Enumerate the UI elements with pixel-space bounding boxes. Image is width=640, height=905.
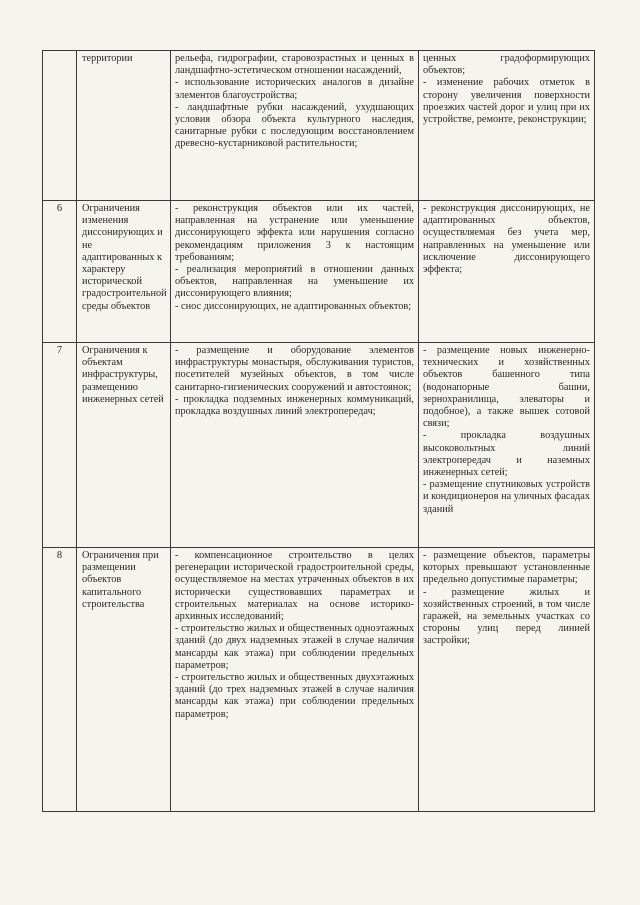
forbidden-item: - изменение рабочих отметок в сторону увеличения поверхности проезжих частей дорог и улиц при их устройстве, ремонте, реконструкции;	[423, 77, 590, 126]
allowed-measures-cell	[171, 343, 419, 548]
forbidden-measures-cell	[419, 201, 595, 343]
restriction-name: территории	[77, 51, 171, 201]
allowed-item: - прокладка подземных инженерных коммуникаций, прокладка воздушных линий электропередач;	[175, 393, 414, 418]
restriction-name: Ограничения изменения диссонирующих и не адаптированных к характеру исторической градостроительной среды объектов	[77, 201, 171, 343]
allowed-item: - строительство жилых и общественных двухэтажных зданий (до трех надземных этажей в случае наличия мансарды как этажа) при соблюдении предельных параметров;	[175, 672, 414, 720]
allowed-item: - ландшафтные рубки насаждений, ухудшающих условия обзора объекта культурного наследия, санитарные рубки с последующим восстановлением древесно-кустарниковой растительности;	[175, 101, 414, 150]
allowed-item: - реконструкция объектов или их частей, направленная на устранение или уменьшение диссонирующего эффекта или нарушения согласно рекомендациям приложения 3 к настоящим требованиям;	[175, 203, 414, 263]
table-row	[43, 201, 595, 343]
allowed-item: - использование исторических аналогов в дизайне элементов благоустройства;	[175, 77, 414, 101]
allowed-item: - реализация мероприятий в отношении данных объектов, направленная на уменьшение их диссонирующего влияния;	[175, 264, 414, 300]
forbidden-item: - размещение спутниковых устройств и кондиционеров на уличных фасадах зданий	[423, 479, 590, 515]
allowed-item: - снос диссонирующих, не адаптированных объектов;	[175, 300, 412, 312]
forbidden-measures-cell	[419, 51, 595, 201]
forbidden-item: - реконструкция диссонирующих, не адаптированных объектов, осуществляемая без учета мер, направленных на уменьшение или исключение диссонирующего эффекта;	[423, 203, 590, 276]
allowed-measures-cell	[171, 51, 419, 201]
row-number: 8	[43, 548, 77, 812]
allowed-item: - строительство жилых и общественных одноэтажных зданий (до двух надземных этажей в случае наличия мансарды как этажа) при соблюдении предельных параметров;	[175, 623, 414, 671]
row-number	[43, 51, 77, 201]
forbidden-measures-cell	[419, 548, 595, 812]
forbidden-measures-cell	[419, 343, 595, 548]
row-number: 6	[43, 201, 77, 343]
table-row	[43, 51, 595, 201]
allowed-measures-cell	[171, 548, 419, 812]
forbidden-item: - прокладка воздушных высоковольтных линий электропередач и наземных инженерных сетей;	[423, 430, 590, 479]
allowed-measures-cell	[171, 201, 419, 343]
allowed-item: - размещение и оборудование элементов инфраструктуры монастыря, обслуживания туристов, посетителей музейных объектов, в том числе санитарно-гигиенических сооружений и автостоянок;	[175, 345, 414, 393]
forbidden-item: - размещение объектов, параметры которых превышают установленные предельно допустимые параметры;	[423, 550, 590, 586]
document-page	[42, 50, 594, 818]
restriction-name: Ограничения к объектам инфраструктуры, размещению инженерных сетей	[77, 343, 171, 548]
table-row	[43, 548, 595, 812]
row-number: 7	[43, 343, 77, 548]
allowed-item: рельефа, гидрографии, старовозрастных и ценных в ландшафтно-эстетическом отношении насаждений,	[175, 53, 414, 77]
forbidden-item: - размещение новых инженерно-технических и хозяйственных объектов башенного типа (водонапорные башни, зернохранилища, элеваторы и подобное), а также вышек сотовой связи;	[423, 345, 590, 430]
forbidden-item: ценных градоформирующих объектов;	[423, 53, 590, 77]
restriction-name: Ограничения при размещении объектов капитального строительства	[77, 548, 171, 812]
restrictions-table-body	[43, 51, 595, 812]
forbidden-item: - размещение жилых и хозяйственных строений, в том числе гаражей, на земельных участках со стороны улиц перед линией застройки;	[423, 586, 590, 647]
allowed-item: - компенсационное строительство в целях регенерации исторической градостроительной среды, осуществляемое на местах утраченных объектов в их исторически существовавших параметрах и строительных материалах на основе историко-архивных исследований;	[175, 550, 414, 623]
table-row	[43, 343, 595, 548]
restrictions-table	[42, 50, 595, 812]
